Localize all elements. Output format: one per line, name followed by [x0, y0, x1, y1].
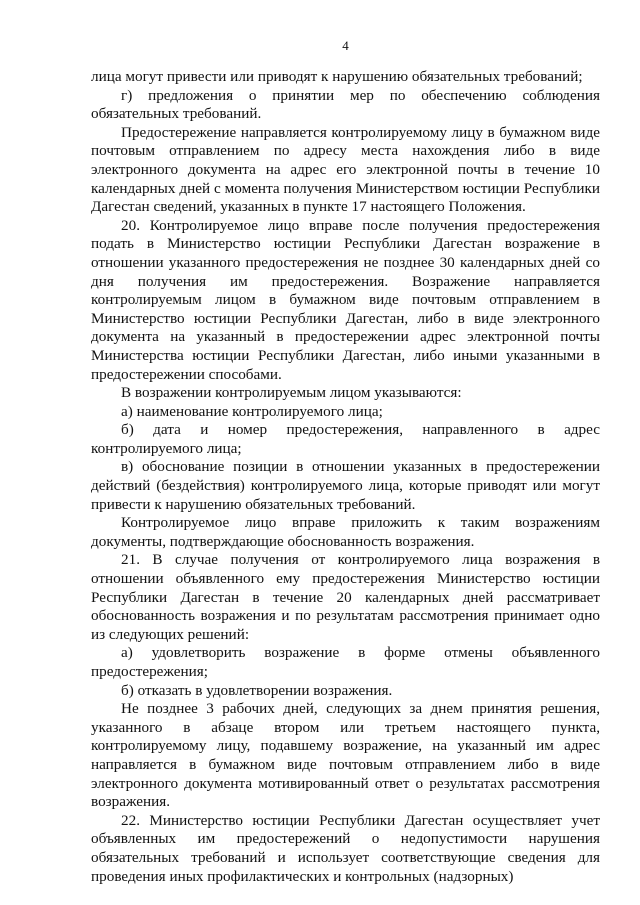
- paragraph: Предостережение направляется контролируемому лицу в бумажном виде почтовым отправлением по адресу места нахождения либо в виде электронного документа на адрес его электронной почты в течение 10 календарных дней с момента получения Министерством юстиции Республики Дагестан сведений, указанных в пункте 17 настоящего Положения.: [91, 123, 600, 216]
- paragraph: б) отказать в удовлетворении возражения.: [121, 681, 393, 699]
- paragraph: г) предложения о принятии мер по обеспечению соблюдения обязательных требований.: [91, 86, 600, 123]
- paragraph: в) обоснование позиции в отношении указанных в предостережении действий (бездействия) контролируемого лица, которые приводят или могут привести к нарушению обязательных требований.: [91, 458, 600, 513]
- paragraph: б) дата и номер предостережения, направленного в адрес контролируемого лица;: [91, 421, 600, 457]
- paragraph: В возражении контролируемым лицом указываются:: [121, 384, 462, 402]
- paragraph: а) наименование контролируемого лица;: [121, 402, 383, 420]
- paragraph: лица могут привести или приводят к нарушению обязательных требований;: [91, 68, 583, 85]
- document-body: [91, 68, 600, 886]
- paragraph: а) удовлетворить возражение в форме отмены объявленного предостережения;: [91, 644, 600, 680]
- paragraph: 22. Министерство юстиции Республики Дагестан осуществляет учет объявленных им предостережений о недопустимости нарушения обязательных требований и использует соответствующие сведения для проведения иных профилактических и контрольных (надзорных): [91, 811, 600, 885]
- paragraph: 21. В случае получения от контролируемого лица возражения в отношении объявленного ему предостережения Министерство юстиции Республики Дагестан в течение 20 календарных дней рассматривает обоснованность возражения и по результатам рассмотрения принимает одно из следующих решений:: [91, 551, 600, 643]
- paragraph: Контролируемое лицо вправе приложить к таким возражениям документы, подтверждающие обоснованность возражения.: [91, 514, 600, 550]
- page-number: 4: [342, 38, 349, 53]
- paragraph: 20. Контролируемое лицо вправе после получения предостережения подать в Министерство юстиции Республики Дагестан возражение в отношении указанного предостережения не позднее 30 календарных дней со дня получения им предостережения. Возражение направляется контролируемым лицом в бумажном виде почтовым отправлением в Министерство юстиции Республики Дагестан, либо в виде электронного документа на указанный в предостережении адрес электронной почты Министерства юстиции Республики Дагестан, либо иными указанными в предостережении способами.: [91, 216, 600, 383]
- paragraph: Не позднее 3 рабочих дней, следующих за днем принятия решения, указанного в абзаце втором или третьем настоящего пункта, контролируемому лицу, подавшему возражение, на указанный им адрес направляется в бумажном виде почтовым отправлением либо в виде электронного документа мотивированный ответ о результатах рассмотрения возражения.: [91, 700, 600, 811]
